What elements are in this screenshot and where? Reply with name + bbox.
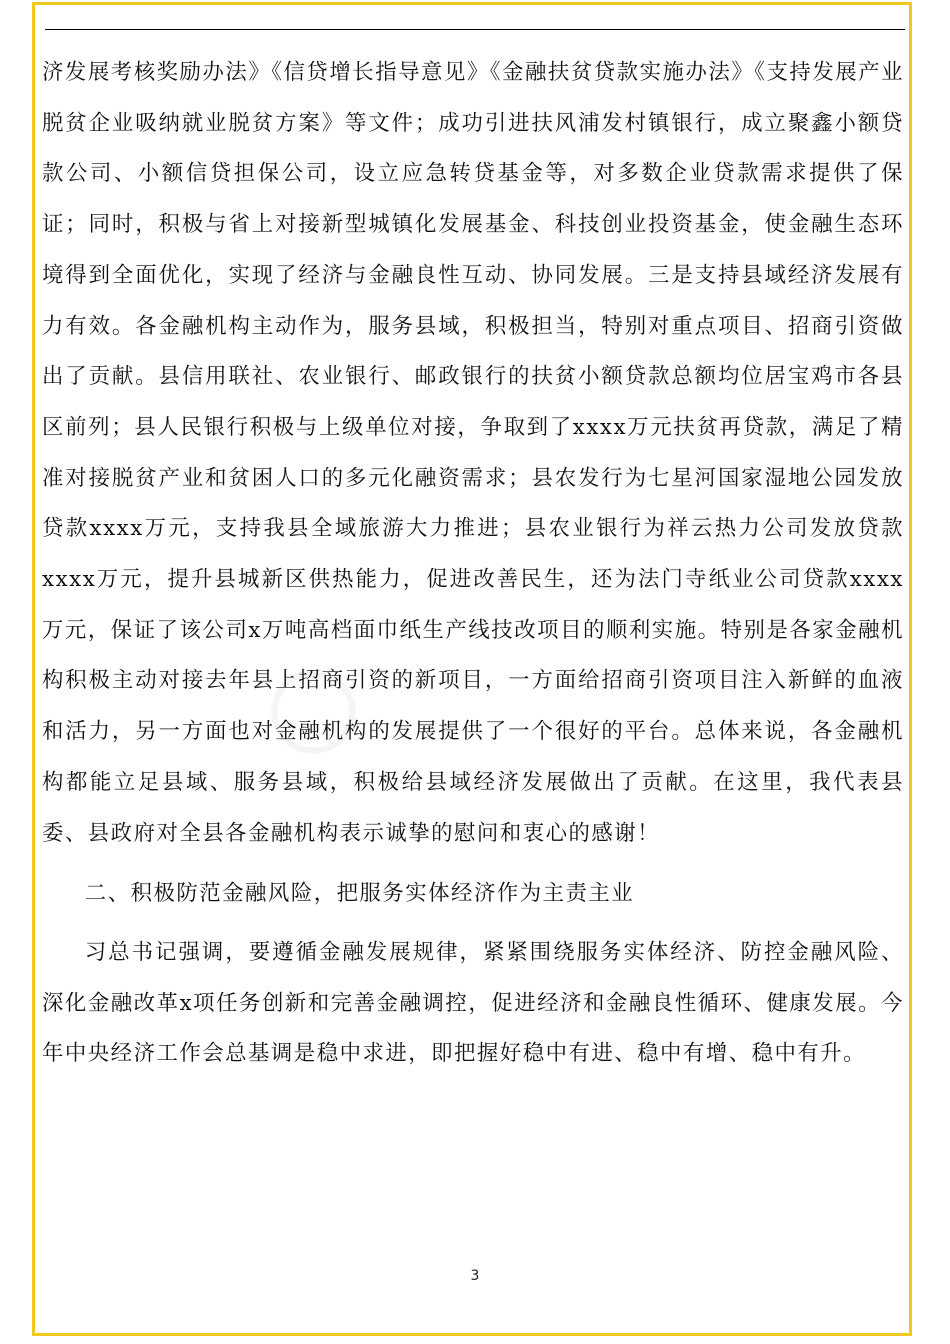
- page-number: 3: [470, 1268, 480, 1284]
- header-rule: [45, 29, 905, 30]
- section-heading: 二、积极防范金融风险，把服务实体经济作为主责主业: [84, 881, 635, 907]
- body-paragraph: 习总书记强调，要遵循金融发展规律，紧紧围绕服务实体经济、防控金融风险、深化金融改革x项任务创新和完善金融调控，促进经济和金融良性循环、健康发展。今年中央经济工作会总基调是稳中求进，即把握好稳中有进、稳中有增、稳中有升。: [42, 939, 904, 1067]
- body-paragraph: 济发展考核奖励办法》《信贷增长指导意见》《金融扶贫贷款实施办法》《支持发展产业脱贫企业吸纳就业脱贫方案》等文件；成功引进扶风浦发村镇银行，成立聚鑫小额贷款公司、小额信贷担保公司，设立应急转贷基金等，对多数企业贷款需求提供了保证；同时，积极与省上对接新型城镇化发展基金、科技创业投资基金，使金融生态环境得到全面优化，实现了经济与金融良性互动、协同发展。三是支持县域经济发展有力有效。各金融机构主动作为，服务县域，积极担当，特别对重点项目、招商引资做出了贡献。县信用联社、农业银行、邮政银行的扶贫小额贷款总额均位居宝鸡市各县区前列；县人民银行积极与上级单位对接，争取到了xxxx万元扶贫再贷款，满足了精准对接脱贫产业和贫困人口的多元化融资需求；县农发行为七星河国家湿地公园发放贷款xxxx万元，支持我县全域旅游大力推进；县农业银行为祥云热力公司发放贷款xxxx万元，提升县城新区供热能力，促进改善民生，还为法门寺纸业公司贷款xxxx万元，保证了该公司x万吨高档面巾纸生产线技改项目的顺利实施。特别是各家金融机构积极主动对接去年县上招商引资的新项目，一方面给招商引资项目注入新鲜的血液和活力，另一方面也对金融机构的发展提供了一个很好的平台。总体来说，各金融机构都能立足县域、服务县域，积极给县域经济发展做出了贡献。在这里，我代表县委、县政府对全县各金融机构表示诚挚的慰问和衷心的感谢！: [42, 60, 904, 846]
- document-body: [42, 48, 904, 1080]
